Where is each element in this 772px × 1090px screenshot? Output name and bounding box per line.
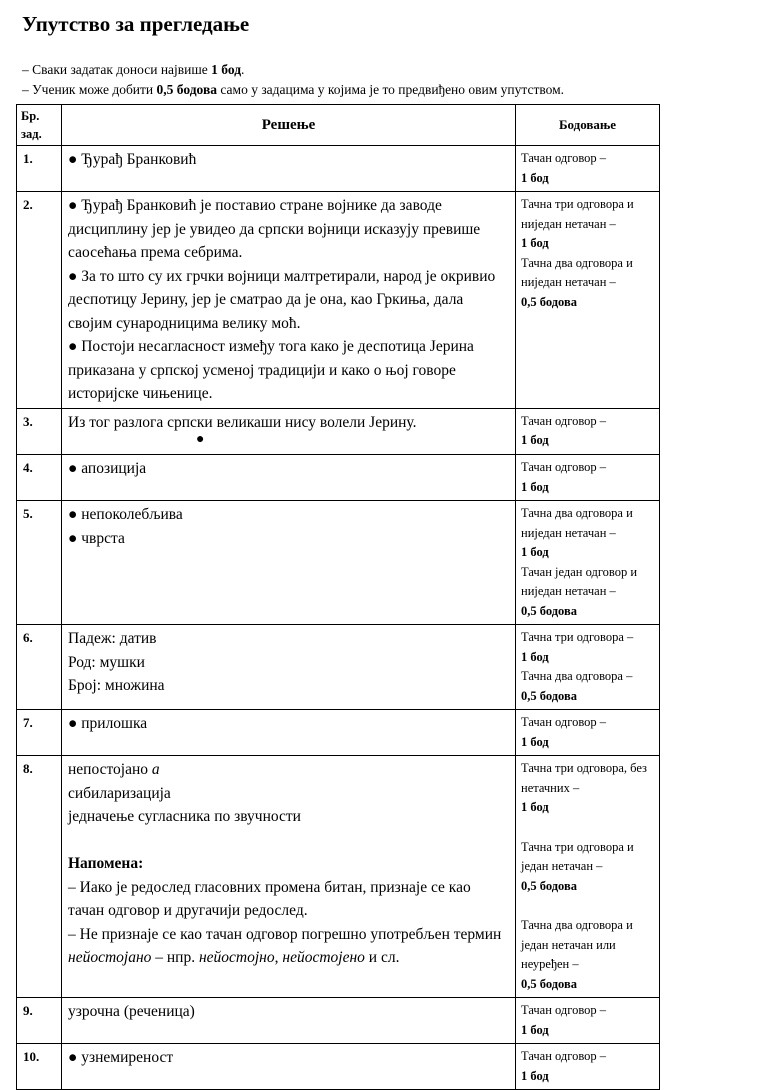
table-row xyxy=(17,756,660,998)
task-solution: ● Ђурађ Бранковић xyxy=(62,146,516,192)
table-row xyxy=(17,146,660,192)
task-number: 7. xyxy=(17,710,62,756)
bullet-mark: ● xyxy=(196,432,205,447)
task-points: Тачан одговор – 1 бод xyxy=(516,455,660,501)
task-solution: узрочна (реченица) xyxy=(62,998,516,1044)
task-points: Тачан одговор – 1 бод xyxy=(516,146,660,192)
task-number: 9. xyxy=(17,998,62,1044)
task-number: 8. xyxy=(17,756,62,998)
table-row xyxy=(17,192,660,409)
table-row xyxy=(17,501,660,625)
task-number: 1. xyxy=(17,146,62,192)
note-title: Напомена: xyxy=(68,855,144,872)
task-number: 6. xyxy=(17,625,62,710)
table-row xyxy=(17,710,660,756)
page-title: Упутство за прегледање xyxy=(22,12,250,36)
table-row xyxy=(17,625,660,710)
instructions xyxy=(22,60,564,100)
table-row xyxy=(17,998,660,1044)
task-number: 2. xyxy=(17,192,62,409)
task-solution: ● прилошка xyxy=(62,710,516,756)
task-solution: ● непоколебљива ● чврста xyxy=(62,501,516,625)
task-points: Тачан одговор – 1 бод xyxy=(516,1044,660,1090)
task-number: 10. xyxy=(17,1044,62,1090)
table-row xyxy=(17,455,660,501)
header-points: Бодовање xyxy=(516,105,660,146)
task-number: 5. xyxy=(17,501,62,625)
task-solution: ● узнемиреност xyxy=(62,1044,516,1090)
task-solution: ● Ђурађ Бранковић је поставио стране војнике да заводе дисциплину јер је увидео да српски војници исказују превише саосећања према себрима. ● За то што су их грчки војници малтретирали, народ је окривио деспотицу Јерину, јер је сматрао да је она, као Гркиња, дала својим сународницима велику моћ. ● Постоји несагласност између тога како је деспотица Јерина приказана у српској усменој традицији и како о њој говоре историјске чињенице. xyxy=(62,192,516,409)
task-points: Тачан одговор – 1 бод xyxy=(516,998,660,1044)
task-points: Тачна три одговора, без нетачних – 1 бод Тачна три одговора и један нетачан – 0,5 бодова Тачна два одговора и један нетачан или неуређен – 0,5 бодова xyxy=(516,756,660,998)
task-solution: Падеж: датив Род: мушки Број: множина xyxy=(62,625,516,710)
instruction-line: – Сваки задатак доноси највише 1 бод. xyxy=(22,62,245,77)
table-row xyxy=(17,408,660,455)
task-points: Тачан одговор – 1 бод xyxy=(516,408,660,455)
header-task-number: Бр. зад. xyxy=(17,105,62,146)
header-solution: Решење xyxy=(62,105,516,146)
task-points: Тачан одговор – 1 бод xyxy=(516,710,660,756)
task-points: Тачна два одговора и ниједан нетачан – 1 бод Тачан један одговор и ниједан нетачан – 0,5 бодова xyxy=(516,501,660,625)
instruction-line: – Ученик може добити 0,5 бодова само у задацима у којима је то предвиђено овим упутством. xyxy=(22,82,565,97)
task-points: Тачна три одговора и ниједан нетачан – 1 бод Тачна два одговора и ниједан нетачан – 0,5 бодова xyxy=(516,192,660,409)
table-row xyxy=(17,1044,660,1090)
table-header-row xyxy=(17,105,660,146)
task-solution: ● апозиција xyxy=(62,455,516,501)
grading-table xyxy=(16,104,660,1090)
task-solution: непостојано а сибиларизација једначење сугласника по звучности Напомена: – Иако је редослед гласовних промена битан, признаје се као тачан одговор и другачији редослед. – Не признаје се као тачан одговор погрешно употребљен термин нейостојано – нпр. нейостојно, нейостојено и сл. xyxy=(62,756,516,998)
task-number: 3. xyxy=(17,408,62,455)
task-number: 4. xyxy=(17,455,62,501)
task-points: Тачна три одговора – 1 бод Тачна два одговора – 0,5 бодова xyxy=(516,625,660,710)
task-solution: Из тог разлога српски великаши нису волели Јерину. ● xyxy=(62,408,516,455)
